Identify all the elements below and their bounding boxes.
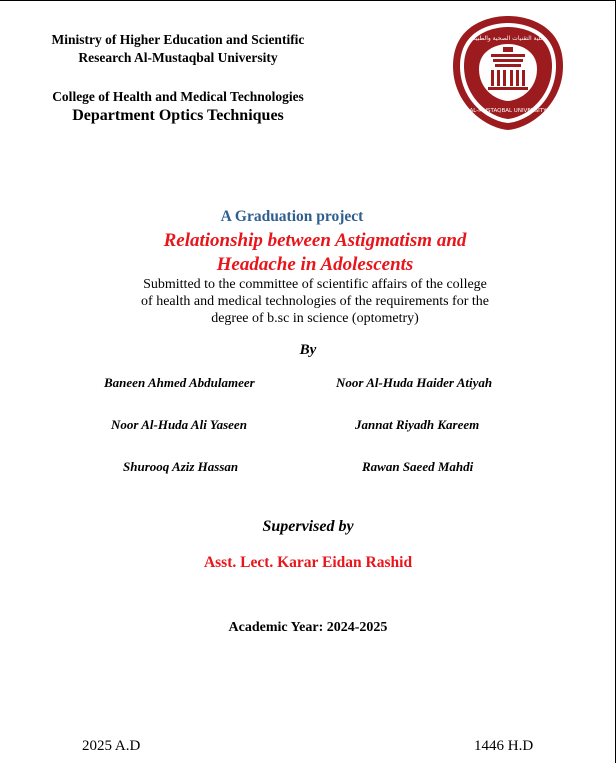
footer-hijri-year: 1446 H.D (474, 738, 534, 754)
project-title-line-2: Headache in Adolescents (216, 254, 414, 275)
seal-english-text: AL-MUSTAQBAL UNIVERSITY (469, 108, 547, 114)
member-name: Noor Al-Huda Haider Atiyah (336, 375, 493, 390)
graduation-project-label: A Graduation project (220, 208, 364, 225)
academic-year: Academic Year: 2024-2025 (228, 620, 388, 635)
supervised-by-label: Supervised by (262, 518, 354, 535)
footer-gregorian-year: 2025 A.D (82, 738, 141, 754)
supervisor-name: Asst. Lect. Karar Eidan Rashid (203, 554, 413, 571)
ministry-line-2: Research Al-Mustaqbal University (78, 50, 278, 65)
member-name: Shurooq Aziz Hassan (123, 459, 239, 474)
submitted-line-1: Submitted to the committee of scientific affairs of the college (143, 277, 487, 292)
top-border (0, 0, 616, 1)
by-label: By (299, 342, 317, 358)
member-name: Jannat Riyadh Kareem (355, 417, 480, 432)
university-seal-icon (451, 14, 565, 132)
submitted-line-3: degree of b.sc in science (optometry) (211, 311, 419, 326)
department-name: Department Optics Techniques (72, 107, 284, 124)
member-name: Noor Al-Huda Ali Yaseen (111, 417, 247, 432)
college-name: College of Health and Medical Technologies (52, 89, 304, 104)
submitted-line-2: of health and medical technologies of the requirements for the (141, 294, 489, 309)
ministry-line-1: Ministry of Higher Education and Scientific (51, 32, 305, 47)
project-title-line-1: Relationship between Astigmatism and (163, 230, 467, 251)
seal-arabic-text: كلية التقنيات الصحية والطبية (472, 35, 544, 42)
member-name: Rawan Saeed Mahdi (362, 459, 474, 474)
member-name: Baneen Ahmed Abdulameer (104, 375, 255, 390)
